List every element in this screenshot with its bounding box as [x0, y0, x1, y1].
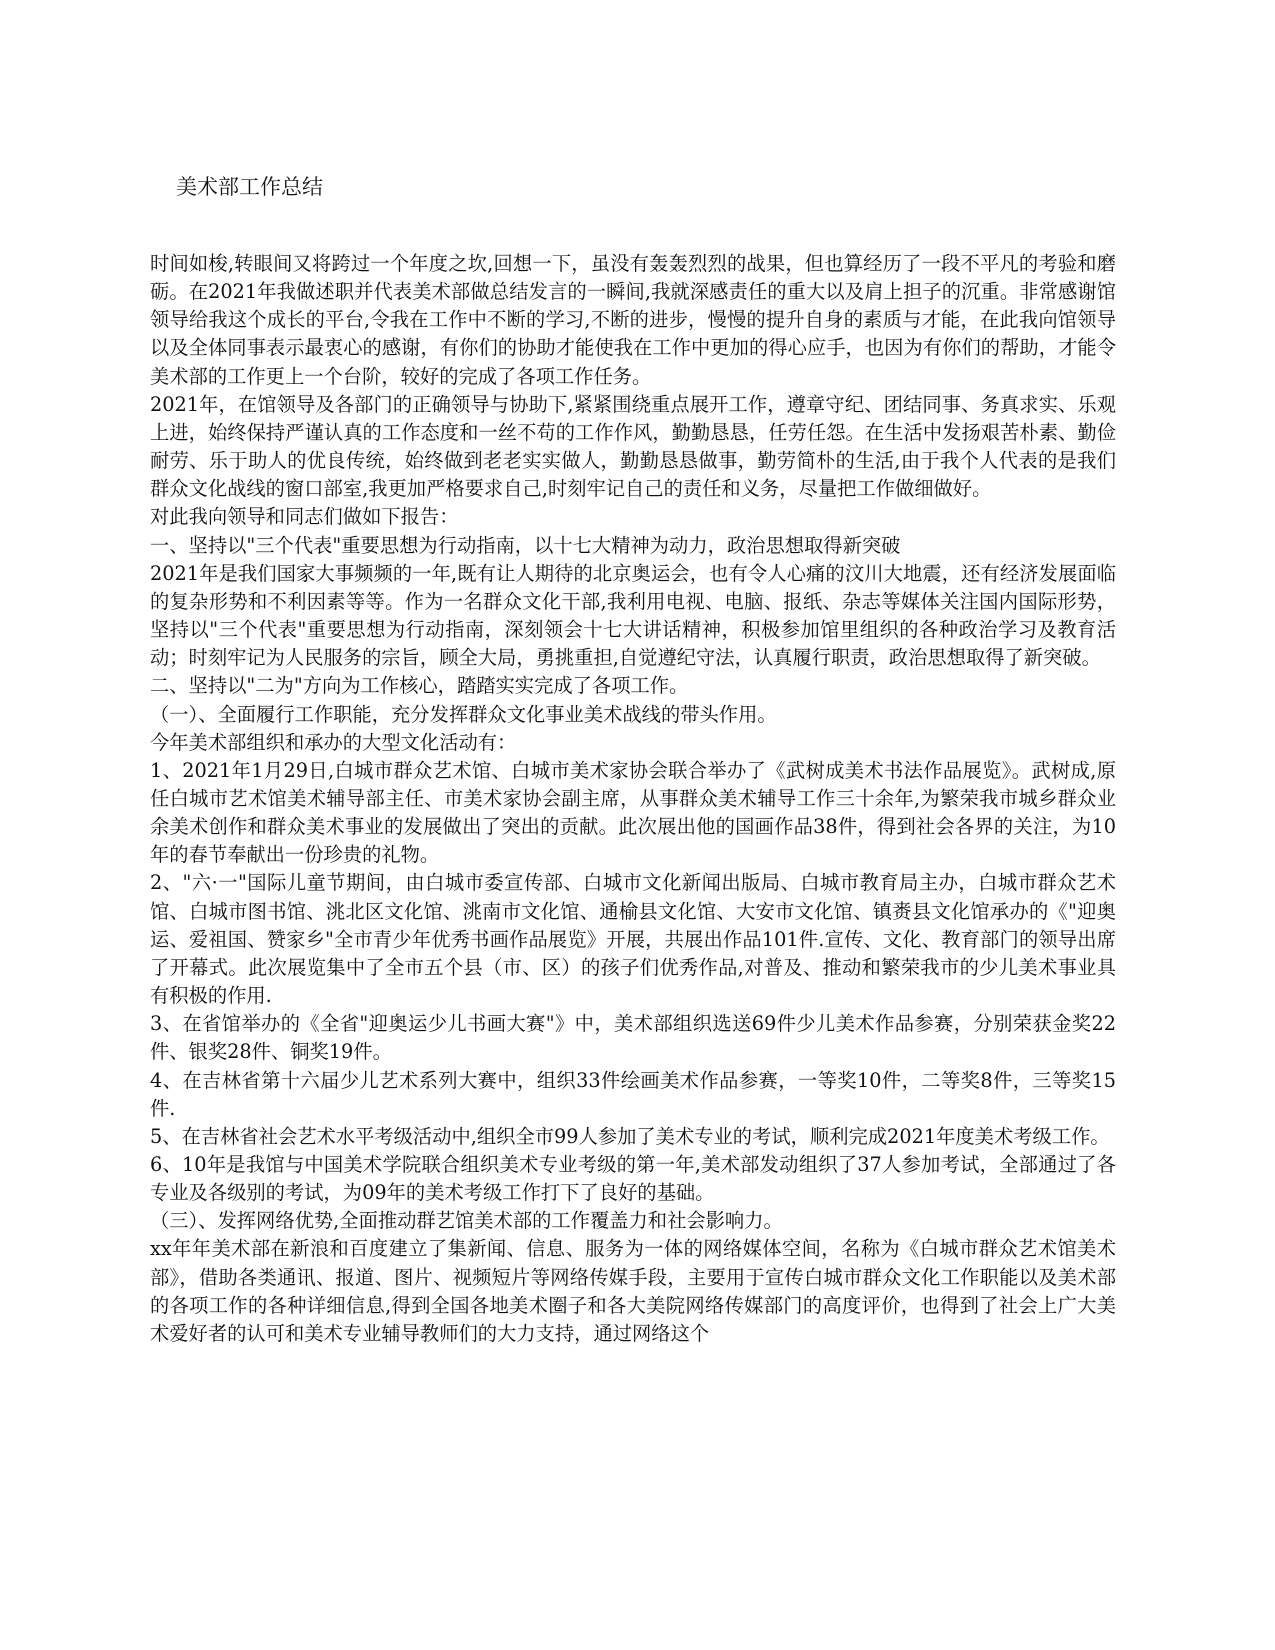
list-item: 3、在省馆举办的《全省"迎奥运少儿书画大赛"》中，美术部组织选送69件少儿美术作品参赛，分别荣获金奖22件、银奖28件、铜奖19件。 — [150, 1012, 1116, 1064]
list-item: 1、2021年1月29日,白城市群众艺术馆、白城市美术家协会联合举办了《武树成美术书法作品展览》。武树成,原任白城市艺术馆美术辅导部主任、市美术家协会副主席，从事群众美术辅导工作三十余年,为繁荣我市城乡群众业余美术创作和群众美术事业的发展做出了突出的贡献。此次展出他的国画作品38件，得到社会各界的关注，为10年的春节奉献出一份珍贵的礼物。 — [150, 758, 1116, 867]
subsection-heading: （三）、发挥网络优势,全面推动群艺馆美术部的工作覆盖力和社会影响力。 — [150, 1209, 783, 1233]
paragraph: xx年年美术部在新浪和百度建立了集新闻、信息、服务为一体的网络媒体空间，名称为《白城市群众艺术馆美术部》，借助各类通讯、报道、图片、视频短片等网络传媒手段，主要用于宣传白城市群众文化工作职能以及美术部的各项工作的各种详细信息,得到全国各地美术圈子和各大美院网络传媒部门的高度评价，也得到了社会上广大美术爱好者的认可和美术专业辅导教师们的大力支持，通过网络这个 — [150, 1237, 1116, 1345]
list-item: 5、在吉林省社会艺术水平考级活动中,组织全市99人参加了美术专业的考试，顺利完成2021年度美术考级工作。 — [150, 1124, 1110, 1148]
list-item: 6、10年是我馆与中国美术学院联合组织美术专业考级的第一年,美术部发动组织了37人参加考试，全部通过了各专业及各级别的考试，为09年的美术考级工作打下了良好的基础。 — [150, 1153, 1116, 1205]
paragraph: 时间如梭,转眼间又将跨过一个年度之坎,回想一下，虽没有轰轰烈烈的战果，但也算经历了一段不平凡的考验和磨砺。在2021年我做述职并代表美术部做总结发言的一瞬间,我就深感责任的重大以及肩上担子的沉重。非常感谢馆领导给我这个成长的平台,令我在工作中不断的学习,不断的进步，慢慢的提升自身的素质与才能，在此我向馆领导以及全体同事表示最衷心的感谢，有你们的协助才能使我在工作中更加的得心应手，也因为有你们的帮助，才能令美术部的工作更上一个台阶，较好的完成了各项工作任务。 — [150, 252, 1116, 388]
paragraph: 今年美术部组织和承办的大型文化活动有： — [150, 730, 517, 754]
section-heading: 一、坚持以"三个代表"重要思想为行动指南，以十七大精神为动力，政治思想取得新突破 — [150, 533, 901, 557]
list-item: 4、在吉林省第十六届少儿艺术系列大赛中，组织33件绘画美术作品参赛，一等奖10件，二等奖8件，三等奖15件. — [150, 1068, 1116, 1120]
paragraph: 2021年是我们国家大事频频的一年,既有让人期待的北京奥运会，也有令人心痛的汶川大地震，还有经济发展面临的复杂形势和不利因素等等。作为一名群众文化干部,我利用电视、电脑、报纸、杂志等媒体关注国内国际形势，坚持以"三个代表"重要思想为行动指南，深刻领会十七大讲话精神，积极参加馆里组织的各种政治学习及教育活动；时刻牢记为人民服务的宗旨，顾全大局，勇挑重担,自觉遵纪守法，认真履行职责，政治思想取得了新突破。 — [150, 561, 1116, 670]
subsection-heading: （一）、全面履行工作职能，充分发挥群众文化事业美术战线的带头作用。 — [150, 702, 777, 726]
paragraph: 2021年，在馆领导及各部门的正确领导与协助下,紧紧围绕重点展开工作，遵章守纪、团结同事、务真求实、乐观上进，始终保持严谨认真的工作态度和一丝不苟的工作作风，勤勤恳恳，任劳任怨。在生活中发扬艰苦朴素、勤俭耐劳、乐于助人的优良传统，始终做到老老实实做人，勤勤恳恳做事，勤劳简朴的生活,由于我个人代表的是我们群众文化战线的窗口部室,我更加严格要求自己,时刻牢记自己的责任和义务，尽量把工作做细做好。 — [150, 392, 1116, 501]
document-body — [150, 250, 1116, 1348]
section-heading: 二、坚持以"二为"方向为工作核心，踏踏实实完成了各项工作。 — [150, 674, 689, 698]
list-item: 2、"六·一"国际儿童节期间，由白城市委宣传部、白城市文化新闻出版局、白城市教育局主办，白城市群众艺术馆、白城市图书馆、洮北区文化馆、洮南市文化馆、通榆县文化馆、大安市文化馆、镇赉县文化馆承办的《"迎奥运、爱祖国、赞家乡"全市青少年优秀书画作品展览》开展，共展出作品101件.宣传、文化、教育部门的领导出席了开幕式。此次展览集中了全市五个县（市、区）的孩子们优秀作品,对普及、推动和繁荣我市的少儿美术事业具有积极的作用. — [150, 871, 1116, 1008]
paragraph: 对此我向领导和同志们做如下报告： — [150, 505, 459, 529]
document-title: 美术部工作总结 — [176, 175, 323, 199]
